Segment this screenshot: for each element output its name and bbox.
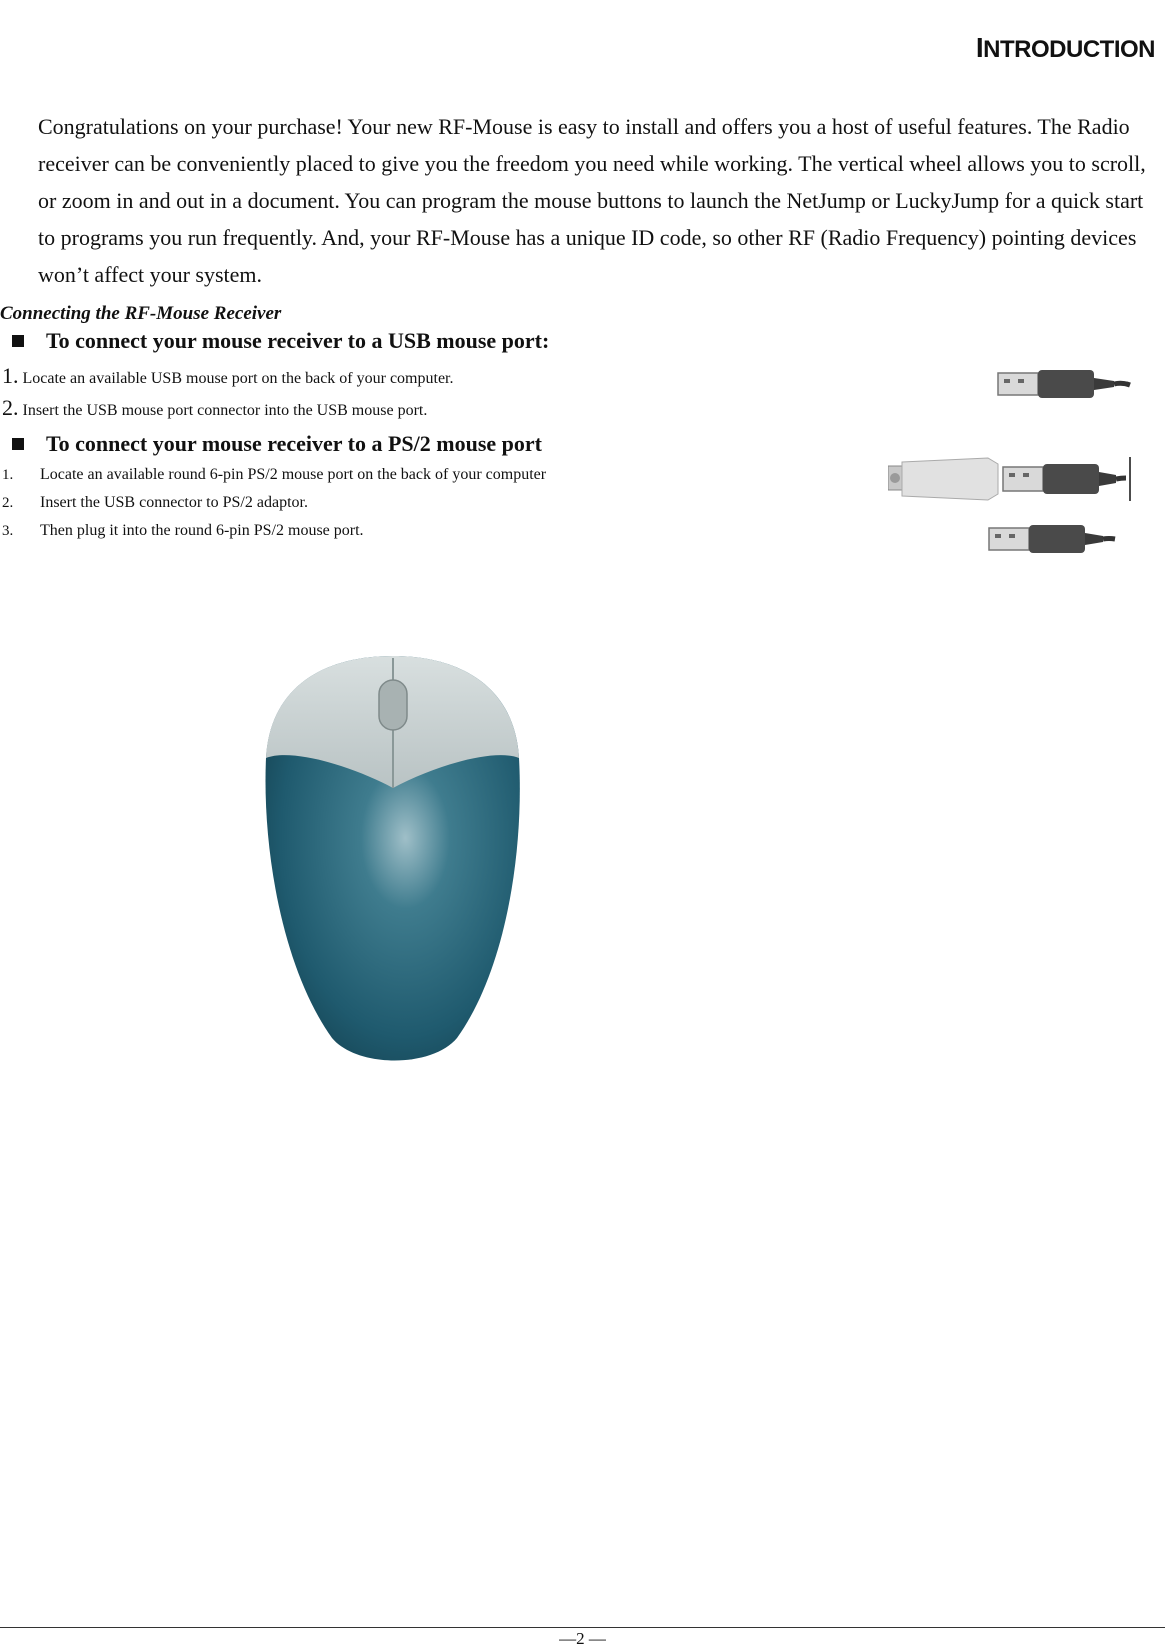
ps2-heading-text: To connect your mouse receiver to a PS/2 mouse port [46,431,542,456]
ps2-heading [0,431,542,457]
section-title: Connecting the RF-Mouse Receiver [0,303,282,324]
ps2-step-1: 1. Locate an available round 6-pin PS/2 mouse port on the back of your computer [2,466,547,483]
intro-paragraph: Congratulations on your purchase! Your new RF-Mouse is easy to install and offers you a host of useful features. The Radio receiver can be conveniently placed to give you the freedom you need while working. The vertical wheel allows you to scroll, or zoom in and out in a document. You can program the mouse buttons to launch the NetJump or LuckyJump for a quick start to programs you run frequently. And, your RF-Mouse has a unique ID code, so other RF (Radio Frequency) pointing devices won’t affect your system. [38,114,1146,287]
usb-step-1: 1. Locate an available USB mouse port on the back of your computer. [2,363,454,388]
ps2-step-3: 3. Then plug it into the round 6-pin PS/2 mouse port. [2,522,364,539]
ps2-step-2: 2. Insert the USB connector to PS/2 adaptor. [2,494,308,511]
rf-mouse-image [262,648,524,1072]
usb-heading [0,328,549,354]
usb-step-2: 2. Insert the USB mouse port connector into the USB mouse port. [2,395,428,420]
page-header-title: INTRODUCTION [975,32,1155,63]
usb-connector-icon [996,366,1132,402]
page-number: —2 — [559,1629,606,1648]
usb-heading-text: To connect your mouse receiver to a USB mouse port: [46,328,550,353]
footer-divider [0,1627,1165,1628]
bullet-square-icon [12,438,24,450]
usb-connector-icon [987,521,1117,557]
ps2-adaptor-icon [888,454,1133,504]
bullet-square-icon [12,335,24,347]
